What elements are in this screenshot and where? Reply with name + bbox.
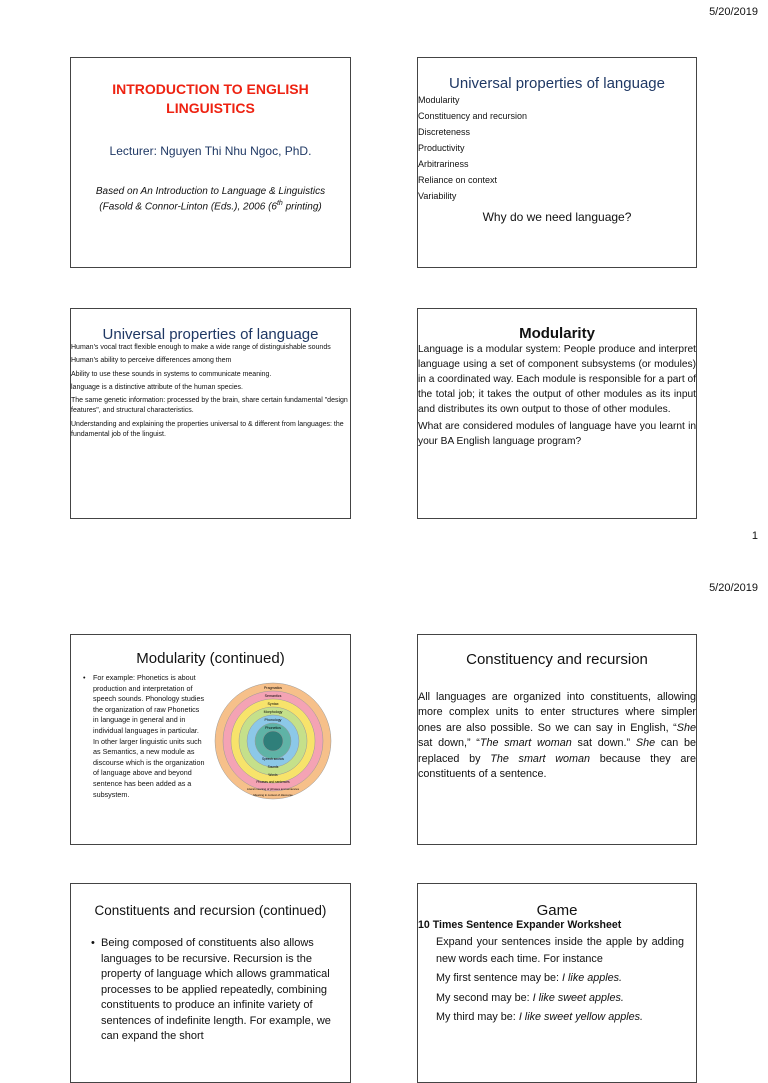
list-item: • Variability <box>418 188 696 204</box>
ring-label: Phonetics <box>265 726 281 730</box>
modularity-list <box>418 342 696 449</box>
list-item: • Productivity <box>418 140 696 156</box>
lecturer-name: Lecturer: Nguyen Thi Nhu Ngoc, PhD. <box>109 143 312 158</box>
linguistic-modules-diagram <box>213 677 333 805</box>
ring-label: Phrases and sentences <box>256 780 290 784</box>
ring-label: Morphology <box>263 710 283 714</box>
slide-title-heading: INTRODUCTION TO ENGLISH LINGUISTICS <box>112 81 309 116</box>
properties-list <box>418 92 696 204</box>
ring-core <box>263 731 283 751</box>
ring-label: Words <box>268 773 278 777</box>
slide-modularity <box>417 308 697 519</box>
list-item: • All languages are organized into constituents, allowing more complex units to enter structures where simpler ones are also possible. So we can say in English, “She sat down,” “The smart woman sat down.” She can be replaced by The smart woman because they are constituents of a sentence. <box>418 690 696 782</box>
slide-heading: Universal properties of language <box>449 75 665 92</box>
constituency-text <box>418 690 696 782</box>
slide-heading: Modularity <box>519 325 595 342</box>
slide-game <box>417 883 697 1083</box>
course-basis <box>71 184 350 215</box>
game-sentence-1: My first sentence may be: I like apples. <box>436 972 623 984</box>
list-item: • For example: Phonetics is about production and interpretation of speech sounds. Phonology studies the organization of raw Phonetics in language in general and in individual languages in particular. In other larger linguistic units such as Semantics, a new module as discourse which is the organization of language above and beyond sentence has been added as a subsystem. <box>93 673 205 800</box>
list-item: • Understanding and explaining the properties universal to & different from languages: the fundamental job of the linguist. <box>71 420 350 441</box>
slide-modularity-continued <box>70 634 351 845</box>
slide-constituency-recursion <box>417 634 697 845</box>
slide-heading: Constituents and recursion (continued) <box>94 903 327 918</box>
basis-line-1: Based on An Introduction to Language & Linguistics <box>95 185 326 197</box>
game-sentence-2: My second may be: I like sweet apples. <box>436 991 624 1004</box>
ring-label: Syntax <box>267 702 279 706</box>
ring-label: Literal meaning of phrases and sentences <box>247 787 299 791</box>
ring-label: Semantics <box>264 694 282 698</box>
list-item: • Constituency and recursion <box>418 108 696 124</box>
list-item: • What are considered modules of language have you learnt in your BA English language program? <box>418 419 696 449</box>
list-item: • Language is a modular system: People produce and interpret language using a set of component subsystems (or modules) in a coordinated way. Each module is responsible for a part of the total job; it takes the output of other modules as its input and distributes its own output to those of other modules. <box>418 342 696 417</box>
list-item: • Discreteness <box>418 124 696 140</box>
basis-line-2: (Fasold & Connor-Linton (Eds.), 2006 (6th printing) <box>99 200 322 213</box>
slide-heading: Constituency and recursion <box>466 651 648 668</box>
ring-label: Speech sounds <box>262 757 284 761</box>
ring-label: Phonology <box>264 718 282 722</box>
slide-heading: Modularity (continued) <box>136 650 285 667</box>
recursion-text <box>101 936 336 1045</box>
list-item: • Ability to use these sounds in systems to communicate meaning. <box>71 370 350 380</box>
list-item: • Human's vocal tract flexible enough to make a wide range of distinguishable sounds <box>71 343 350 353</box>
slide-constituents-recursion-continued <box>70 883 351 1083</box>
list-item: • Arbitrariness <box>418 156 696 172</box>
list-item: • The same genetic information: processed by the brain, share certain fundamental "design features", and structural characteristics. <box>71 396 350 417</box>
page-number: 1 <box>751 530 758 542</box>
slide-heading: Universal properties of language <box>102 326 319 343</box>
game-subtitle-list <box>418 919 696 931</box>
page-date: 5/20/2019 <box>709 582 758 594</box>
ring-label: Meaning in context of discourse <box>253 793 293 797</box>
slide-universal-properties-list <box>417 57 697 268</box>
page-date: 5/20/2019 <box>709 6 758 18</box>
slide-question: Why do we need language? <box>482 210 632 224</box>
list-item: → language is a distinctive attribute of the human species. <box>71 383 350 393</box>
slide-title <box>70 57 351 268</box>
list-item: • Modularity <box>418 92 696 108</box>
list-item: • Reliance on context <box>418 172 696 188</box>
game-sentence-3: My third may be: I like sweet yellow apples. <box>436 1011 644 1023</box>
slide-heading: Game <box>536 902 578 919</box>
list-item: • Human's ability to perceive differences among them <box>71 356 350 366</box>
modularity-example <box>93 673 205 800</box>
ring-label: Pragmatics <box>264 686 282 690</box>
game-subtitle: • 10 Times Sentence Expander Worksheet <box>418 919 696 931</box>
game-intro: Expand your sentences inside the apple by adding new words each time. For instance <box>436 936 684 965</box>
slide-universal-properties-detail <box>70 308 351 519</box>
detail-list <box>71 343 350 440</box>
list-item: • Being composed of constituents also allows languages to be recursive. Recursion is the property of language which allows grammatical processes to be applied repeatedly, combining constituents to produce an infinite variety of sentences of indefinite length. For example, we can expand the short <box>101 936 336 1045</box>
ring-label: Sounds <box>267 765 279 769</box>
